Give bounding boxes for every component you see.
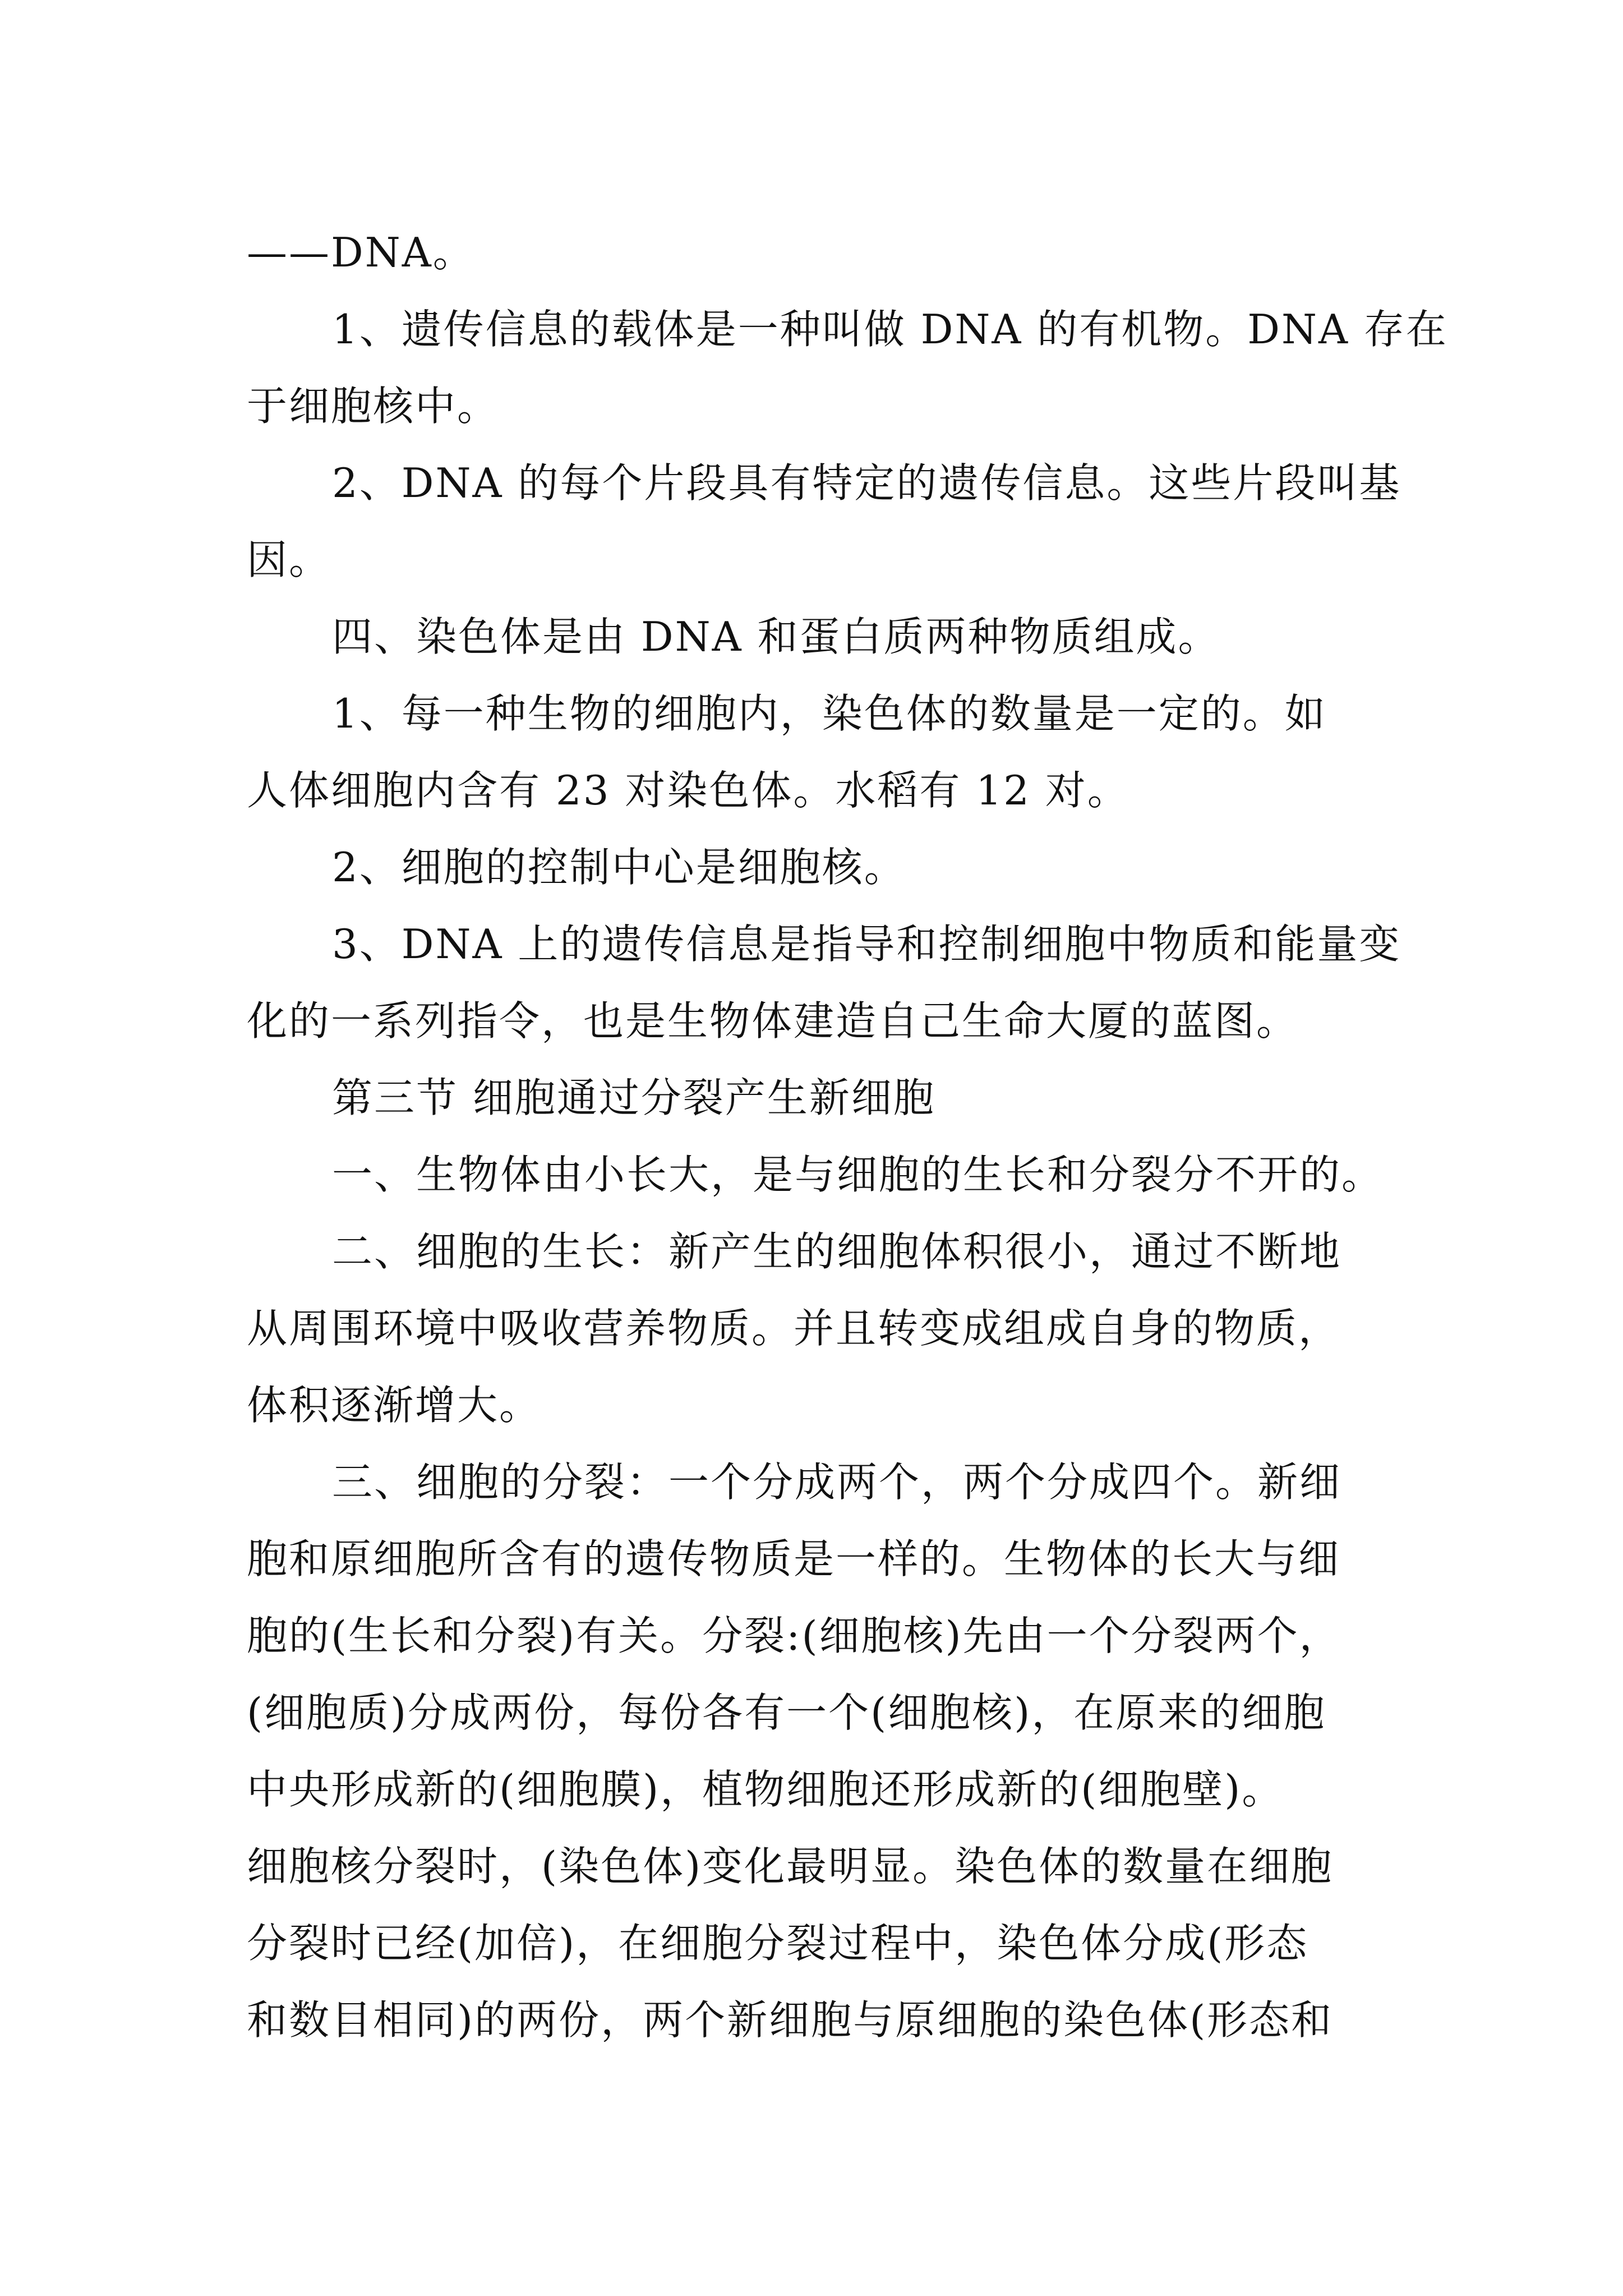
- body-text: [247, 214, 1448, 2059]
- section-heading: 二、细胞的生长：新产生的细胞体积很小，通过不断地: [332, 1228, 1342, 1275]
- section-heading: 三、细胞的分裂：一个分成两个，两个分成四个。新细: [332, 1458, 1342, 1506]
- text-line: 3、DNA 上的遗传信息是指导和控制细胞中物质和能量变: [332, 921, 1401, 968]
- text-line: 和数目相同)的两份，两个新细胞与原细胞的染色体(形态和: [247, 1996, 1334, 2044]
- text-line: 因。: [247, 536, 331, 583]
- text-line: 于细胞核中。: [247, 383, 500, 430]
- section-heading: 四、染色体是由 DNA 和蛋白质两种物质组成。: [332, 613, 1220, 660]
- text-line: 细胞核分裂时，(染色体)变化最明显。染色体的数量在细胞: [247, 1843, 1334, 1890]
- text-line: 人体细胞内含有 23 对染色体。水稻有 12 对。: [247, 767, 1129, 814]
- text-line: 从周围环境中吸收营养物质。并且转变成组成自身的物质，: [247, 1305, 1341, 1352]
- section-heading: 一、生物体由小长大，是与细胞的生长和分裂分不开的。: [332, 1151, 1384, 1198]
- text-line: 化的一系列指令，也是生物体建造自己生命大厦的蓝图。: [247, 997, 1299, 1045]
- text-line: 1、遗传信息的载体是一种叫做 DNA 的有机物。DNA 存在: [332, 306, 1448, 353]
- text-line: 1、每一种生物的细胞内，染色体的数量是一定的。如: [332, 690, 1327, 737]
- text-line: ——DNA。: [247, 229, 475, 276]
- chapter-title: 第三节 细胞通过分裂产生新细胞: [332, 1074, 935, 1121]
- text-line: 2、细胞的控制中心是细胞核。: [332, 844, 906, 891]
- text-line: (细胞质)分成两份，每份各有一个(细胞核)，在原来的细胞: [247, 1689, 1326, 1736]
- text-line: 胞和原细胞所含有的遗传物质是一样的。生物体的长大与细: [247, 1535, 1341, 1582]
- text-line: 分裂时已经(加倍)，在细胞分裂过程中，染色体分成(形态: [247, 1920, 1309, 1967]
- text-line: 体积逐渐增大。: [247, 1382, 542, 1429]
- text-line: 中央形成新的(细胞膜)，植物细胞还形成新的(细胞壁)。: [247, 1766, 1284, 1813]
- text-line: 2、DNA 的每个片段具有特定的遗传信息。这些片段叫基: [332, 459, 1401, 507]
- text-line: 胞的(生长和分裂)有关。分裂:(细胞核)先由一个分裂两个，: [247, 1612, 1341, 1659]
